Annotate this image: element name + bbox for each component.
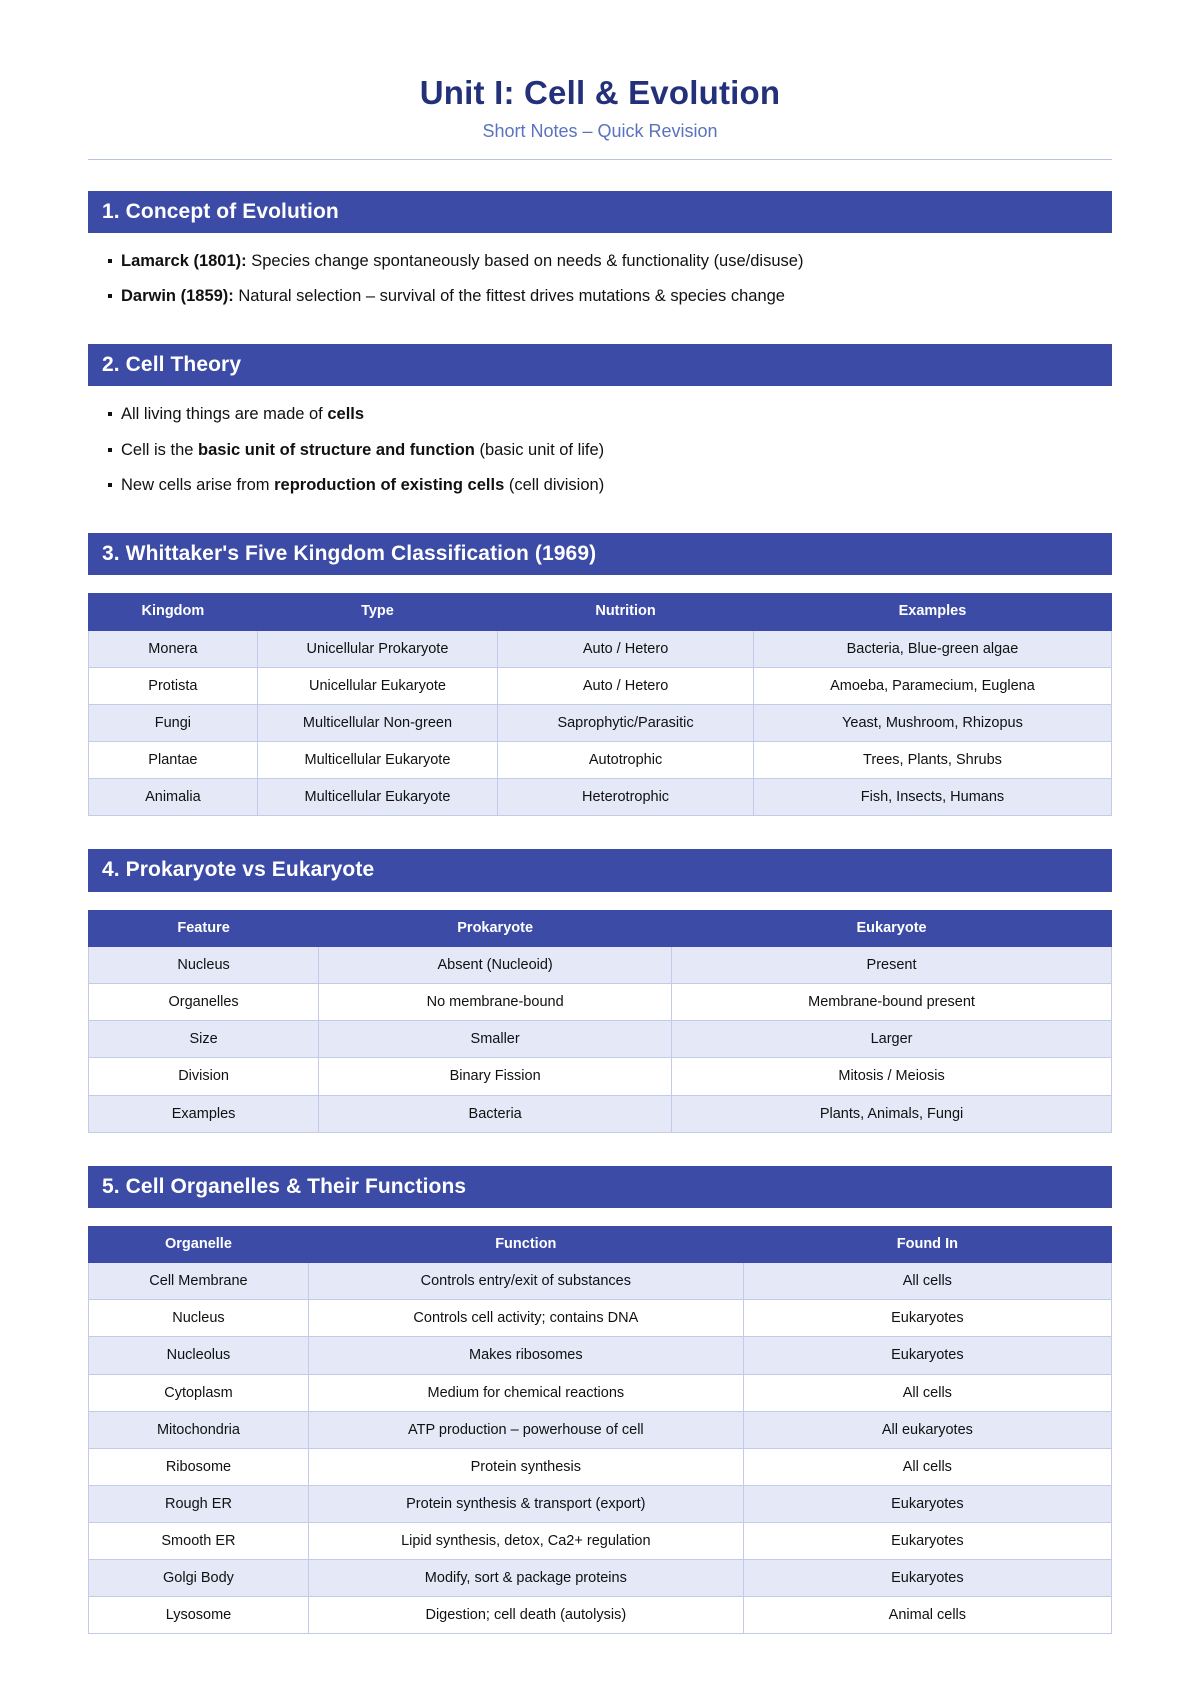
table-cell: ATP production – powerhouse of cell bbox=[308, 1411, 743, 1448]
table-cell: Animalia bbox=[89, 779, 258, 816]
table-row bbox=[89, 1300, 1112, 1337]
bullet-text-bold: basic unit of structure and function bbox=[198, 440, 475, 459]
table-cell: Cell Membrane bbox=[89, 1263, 309, 1300]
table-cell: Membrane-bound present bbox=[672, 984, 1112, 1021]
bullet-text-post: (cell division) bbox=[504, 475, 605, 494]
table-row bbox=[89, 1597, 1112, 1634]
column-header: Feature bbox=[89, 910, 319, 946]
table-row bbox=[89, 667, 1112, 704]
table-row bbox=[89, 742, 1112, 779]
list-item bbox=[88, 474, 1112, 509]
table-cell: Eukaryotes bbox=[743, 1300, 1111, 1337]
bullet-dot-icon bbox=[108, 448, 112, 452]
table-row bbox=[89, 1337, 1112, 1374]
section-prokaryote-vs-eukaryote bbox=[88, 849, 1112, 1132]
table-cell: Nucleus bbox=[89, 947, 319, 984]
bullet-lead: Lamarck (1801): bbox=[121, 251, 247, 270]
column-header: Nutrition bbox=[498, 594, 754, 630]
table-row bbox=[89, 1448, 1112, 1485]
table-cell: Trees, Plants, Shrubs bbox=[753, 742, 1111, 779]
table-body bbox=[89, 630, 1112, 816]
table-cell: Plantae bbox=[89, 742, 258, 779]
bullet-lead: Darwin (1859): bbox=[121, 286, 234, 305]
table-row bbox=[89, 1485, 1112, 1522]
table-header-row bbox=[89, 594, 1112, 630]
section-heading: 2. Cell Theory bbox=[88, 344, 1112, 386]
table-cell: Multicellular Eukaryote bbox=[257, 779, 497, 816]
spacer bbox=[88, 816, 1112, 849]
list-item bbox=[88, 285, 1112, 320]
bullet-dot-icon bbox=[108, 294, 112, 298]
bullet-text-bold: cells bbox=[327, 405, 365, 424]
table-row bbox=[89, 1021, 1112, 1058]
table-cell: Auto / Hetero bbox=[498, 630, 754, 667]
column-header: Found In bbox=[743, 1226, 1111, 1262]
table-cell: Animal cells bbox=[743, 1597, 1111, 1634]
table-cell: All eukaryotes bbox=[743, 1411, 1111, 1448]
bullet-text-bold: reproduction of existing cells bbox=[274, 475, 505, 494]
table-cell: Protein synthesis & transport (export) bbox=[308, 1485, 743, 1522]
table-cell: Larger bbox=[672, 1021, 1112, 1058]
column-header: Eukaryote bbox=[672, 910, 1112, 946]
table-row bbox=[89, 1374, 1112, 1411]
table-cell: Plants, Animals, Fungi bbox=[672, 1095, 1112, 1132]
bullet-text-pre: All living things are made of bbox=[121, 405, 328, 424]
table-head bbox=[89, 1226, 1112, 1262]
section-cell-theory bbox=[88, 344, 1112, 509]
table-row bbox=[89, 705, 1112, 742]
table-cell: Smooth ER bbox=[89, 1523, 309, 1560]
table-cell: Examples bbox=[89, 1095, 319, 1132]
table-cell: Unicellular Prokaryote bbox=[257, 630, 497, 667]
cell-theory-bullet-list bbox=[88, 386, 1112, 509]
section-heading: 3. Whittaker's Five Kingdom Classification (1969) bbox=[88, 533, 1112, 575]
table-cell: Controls entry/exit of substances bbox=[308, 1263, 743, 1300]
title-divider bbox=[88, 159, 1112, 160]
column-header: Examples bbox=[753, 594, 1111, 630]
list-item bbox=[88, 250, 1112, 285]
table-cell: Fish, Insects, Humans bbox=[753, 779, 1111, 816]
table-cell: Autotrophic bbox=[498, 742, 754, 779]
spacer bbox=[88, 509, 1112, 533]
table-cell: All cells bbox=[743, 1374, 1111, 1411]
table-cell: Saprophytic/Parasitic bbox=[498, 705, 754, 742]
table-cell: Modify, sort & package proteins bbox=[308, 1560, 743, 1597]
table-cell: Protein synthesis bbox=[308, 1448, 743, 1485]
table-cell: Eukaryotes bbox=[743, 1485, 1111, 1522]
table-body bbox=[89, 947, 1112, 1133]
kingdom-table bbox=[88, 593, 1112, 816]
section-concept-of-evolution bbox=[88, 191, 1112, 321]
section-heading: 5. Cell Organelles & Their Functions bbox=[88, 1166, 1112, 1208]
table-cell: Organelles bbox=[89, 984, 319, 1021]
column-header: Prokaryote bbox=[319, 910, 672, 946]
table-cell: Size bbox=[89, 1021, 319, 1058]
table-row bbox=[89, 984, 1112, 1021]
bullet-text-pre: Cell is the bbox=[121, 440, 199, 459]
table-cell: Mitosis / Meiosis bbox=[672, 1058, 1112, 1095]
bullet-text-post: (basic unit of life) bbox=[474, 440, 605, 459]
prokaryote-eukaryote-table bbox=[88, 910, 1112, 1133]
table-cell: Unicellular Eukaryote bbox=[257, 667, 497, 704]
table-cell: Ribosome bbox=[89, 1448, 309, 1485]
bullet-dot-icon bbox=[108, 483, 112, 487]
organelle-table bbox=[88, 1226, 1112, 1635]
list-item bbox=[88, 403, 1112, 438]
table-cell: Division bbox=[89, 1058, 319, 1095]
spacer bbox=[88, 1133, 1112, 1166]
table-body bbox=[89, 1263, 1112, 1634]
table-cell: Yeast, Mushroom, Rhizopus bbox=[753, 705, 1111, 742]
table-cell: Lysosome bbox=[89, 1597, 309, 1634]
section-cell-organelles bbox=[88, 1166, 1112, 1635]
table-row bbox=[89, 1095, 1112, 1132]
table-cell: Smaller bbox=[319, 1021, 672, 1058]
table-cell: Multicellular Non-green bbox=[257, 705, 497, 742]
bullet-text: Natural selection – survival of the fittest drives mutations & species change bbox=[233, 286, 785, 305]
column-header: Organelle bbox=[89, 1226, 309, 1262]
table-cell: Bacteria bbox=[319, 1095, 672, 1132]
table-cell: Eukaryotes bbox=[743, 1523, 1111, 1560]
table-cell: Heterotrophic bbox=[498, 779, 754, 816]
table-cell: Lipid synthesis, detox, Ca2+ regulation bbox=[308, 1523, 743, 1560]
table-cell: Monera bbox=[89, 630, 258, 667]
table-cell: Multicellular Eukaryote bbox=[257, 742, 497, 779]
table-cell: Present bbox=[672, 947, 1112, 984]
table-row bbox=[89, 1523, 1112, 1560]
column-header: Type bbox=[257, 594, 497, 630]
section-heading: 1. Concept of Evolution bbox=[88, 191, 1112, 233]
table-header-row bbox=[89, 1226, 1112, 1262]
table-row bbox=[89, 630, 1112, 667]
table-cell: All cells bbox=[743, 1263, 1111, 1300]
table-cell: Eukaryotes bbox=[743, 1337, 1111, 1374]
list-item bbox=[88, 439, 1112, 474]
spacer bbox=[88, 320, 1112, 344]
table-cell: Amoeba, Paramecium, Euglena bbox=[753, 667, 1111, 704]
table-cell: Digestion; cell death (autolysis) bbox=[308, 1597, 743, 1634]
column-header: Kingdom bbox=[89, 594, 258, 630]
table-row bbox=[89, 947, 1112, 984]
bullet-dot-icon bbox=[108, 412, 112, 416]
table-cell: Bacteria, Blue-green algae bbox=[753, 630, 1111, 667]
section-heading: 4. Prokaryote vs Eukaryote bbox=[88, 849, 1112, 891]
page-title: Unit I: Cell & Evolution bbox=[419, 74, 781, 111]
table-row bbox=[89, 1058, 1112, 1095]
table-cell: Nucleus bbox=[89, 1300, 309, 1337]
table-head bbox=[89, 910, 1112, 946]
table-cell: Medium for chemical reactions bbox=[308, 1374, 743, 1411]
table-cell: Cytoplasm bbox=[89, 1374, 309, 1411]
table-cell: Nucleolus bbox=[89, 1337, 309, 1374]
column-header: Function bbox=[308, 1226, 743, 1262]
table-cell: Golgi Body bbox=[89, 1560, 309, 1597]
table-cell: Protista bbox=[89, 667, 258, 704]
table-head bbox=[89, 594, 1112, 630]
bullet-dot-icon bbox=[108, 259, 112, 263]
table-cell: Auto / Hetero bbox=[498, 667, 754, 704]
table-cell: Controls cell activity; contains DNA bbox=[308, 1300, 743, 1337]
table-row bbox=[89, 779, 1112, 816]
table-cell: All cells bbox=[743, 1448, 1111, 1485]
section-five-kingdom-classification bbox=[88, 533, 1112, 816]
bullet-text: Species change spontaneously based on needs & functionality (use/disuse) bbox=[246, 251, 804, 270]
table-cell: Absent (Nucleoid) bbox=[319, 947, 672, 984]
table-cell: Eukaryotes bbox=[743, 1560, 1111, 1597]
table-header-row bbox=[89, 910, 1112, 946]
page-subtitle: Short Notes – Quick Revision bbox=[482, 120, 718, 141]
table-cell: Fungi bbox=[89, 705, 258, 742]
bullet-text-pre: New cells arise from bbox=[121, 475, 275, 494]
evolution-bullet-list bbox=[88, 233, 1112, 321]
table-row bbox=[89, 1263, 1112, 1300]
table-row bbox=[89, 1560, 1112, 1597]
table-cell: No membrane-bound bbox=[319, 984, 672, 1021]
table-cell: Makes ribosomes bbox=[308, 1337, 743, 1374]
table-row bbox=[89, 1411, 1112, 1448]
table-cell: Rough ER bbox=[89, 1485, 309, 1522]
table-cell: Binary Fission bbox=[319, 1058, 672, 1095]
table-cell: Mitochondria bbox=[89, 1411, 309, 1448]
